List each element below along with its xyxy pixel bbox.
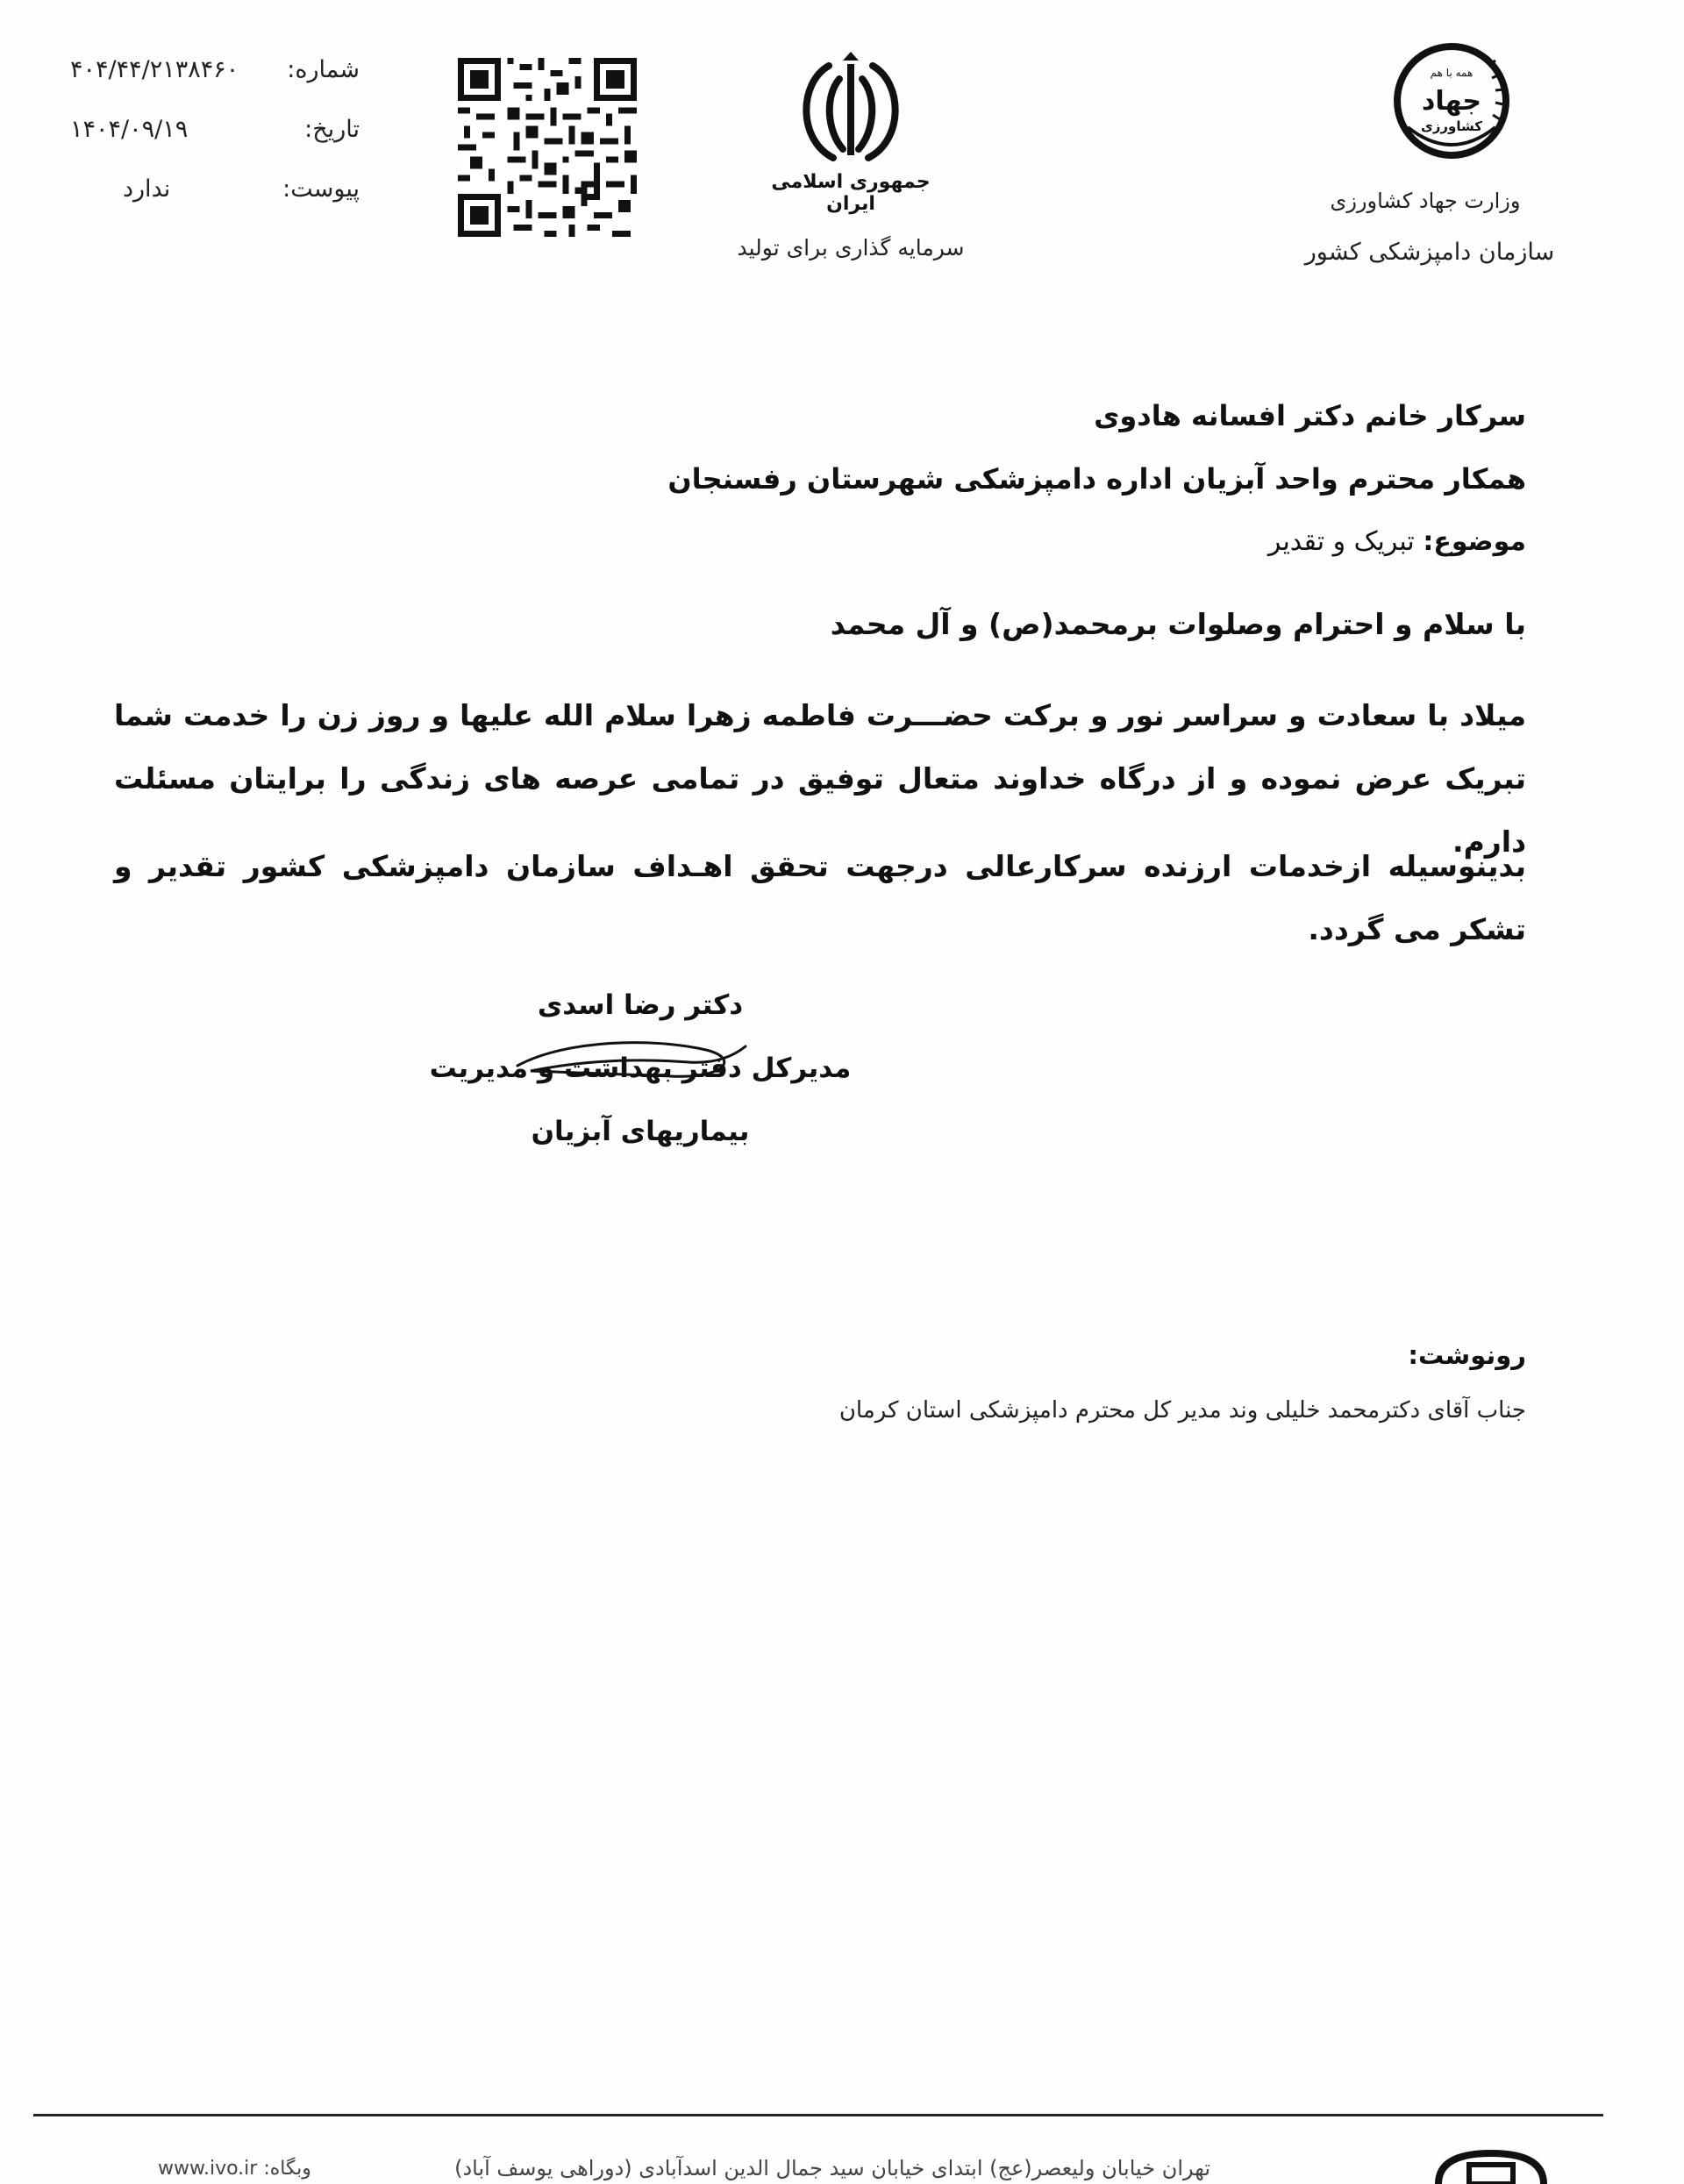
website-url: www.ivo.ir	[158, 2158, 258, 2180]
letter-meta	[70, 56, 360, 235]
recipient-role: همکار محترم واحد آبزیان اداره دامپزشکی شهرستان رفسنجان	[667, 462, 1526, 496]
qr-code-icon	[458, 58, 637, 237]
body-paragraph-2: بدینوسیله ازخدمات ارزنده سرکارعالی درجهت تحقق اهـداف سازمان دامپزشکی کشور تقدیر و تشکر می گردد.	[114, 849, 1526, 946]
body-paragraph-1: میلاد با سعادت و سراسر نور و برکت حضـــرت فاطمه زهرا سلام الله علیها و روز زن را خدمت شما تبریک عرض نموده و از درگاه خداوند متعال توفیق در تمامی عرصه های زندگی را برایتان مسئلت دارم.	[114, 698, 1526, 859]
subject-value: تبریک و تقدیر	[1267, 526, 1415, 557]
recipient-name: سرکار خانم دکتر افسانه هادوی	[1094, 399, 1526, 432]
handwritten-signature	[513, 1031, 750, 1092]
attachment-row	[70, 175, 360, 235]
signer-title-line2: بیماریهای آبزیان	[531, 1116, 750, 1147]
organization-logo-icon	[1430, 2149, 1552, 2184]
organization-name: سازمان دامپزشکی کشور	[1304, 239, 1555, 266]
slogan: سرمایه گذاری برای تولید	[737, 235, 965, 261]
ministry-logo-icon	[1390, 39, 1513, 162]
number-value: ۴۰۴/۴۴/۲۱۳۸۴۶۰	[70, 56, 239, 83]
iran-emblem-icon	[785, 48, 917, 171]
cc-recipient: جناب آقای دکترمحمد خلیلی وند مدیر کل محترم دامپزشکی استان کرمان	[838, 1397, 1526, 1424]
footer-address: تهران خیابان ولیعصر(عج) ابتدای خیابان سید جمال الدین اسدآبادی (دوراهی یوسف آباد)	[454, 2156, 1210, 2180]
logo-text-top: همه با هم	[1430, 67, 1474, 79]
number-row	[70, 56, 360, 116]
attachment-value: ندارد	[123, 175, 171, 203]
emblem-caption: جمهوری اسلامی ایران	[771, 171, 931, 215]
footer-website	[158, 2158, 311, 2180]
attachment-label: پیوست:	[282, 175, 360, 203]
number-label: شماره:	[287, 56, 360, 83]
cc-label: رونوشت:	[1408, 1340, 1526, 1370]
date-label: تاریخ:	[304, 116, 360, 143]
subject-line	[1268, 526, 1526, 557]
greeting: با سلام و احترام وصلوات برمحمد(ص) و آل محمد	[830, 607, 1526, 641]
signer-name: دکتر رضا اسدی	[537, 989, 744, 1021]
footer-divider	[33, 2114, 1603, 2116]
ministry-name: وزارت جهاد کشاورزی	[1330, 189, 1521, 213]
date-row	[70, 116, 360, 175]
website-label: :وبگاه	[263, 2158, 311, 2180]
logo-text-main: جهاد	[1421, 86, 1482, 117]
subject-label: موضوع:	[1423, 526, 1526, 557]
logo-text-bottom: کشاورزی	[1421, 118, 1482, 134]
signer-title-line1: مدیرکل دفتر بهداشت و مدیریت	[429, 1053, 852, 1084]
date-value: ۱۴۰۴/۰۹/۱۹	[70, 116, 189, 143]
